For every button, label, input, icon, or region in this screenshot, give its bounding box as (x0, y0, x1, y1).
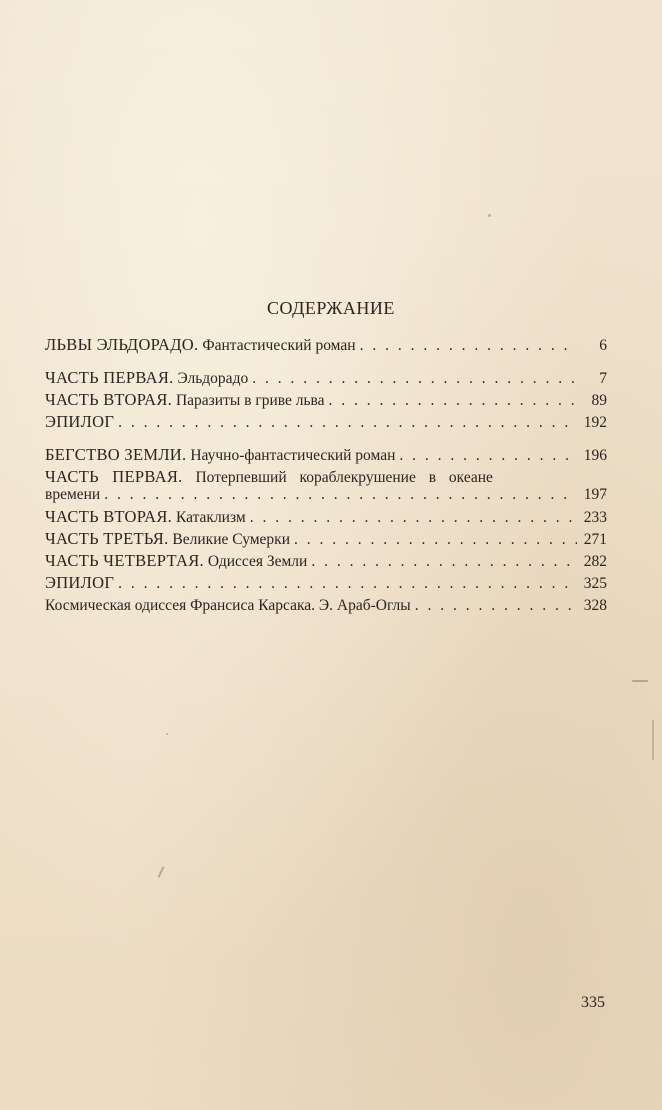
toc-leader-dots (250, 507, 577, 529)
toc-heading: СОДЕРЖАНИЕ (267, 298, 395, 318)
paper-speck (603, 493, 606, 496)
toc-entry-continuation-text: времени (45, 486, 101, 503)
toc-entry-subtitle: Одиссея Земли (203, 553, 308, 570)
toc-entry-caps: БЕГСТВО ЗЕМЛИ. (45, 445, 187, 464)
toc-entry-subtitle: Паразиты в гриве льва (172, 392, 325, 409)
toc-leader-dots (311, 551, 577, 573)
toc-entry-title (45, 594, 415, 617)
toc-entry (45, 334, 607, 356)
paper-speck (166, 733, 168, 735)
toc-entry-title (45, 572, 118, 595)
toc-entry-page: 233 (583, 509, 607, 526)
toc-entry-subtitle: Эльдорадо (173, 370, 249, 387)
toc-section-3 (45, 444, 607, 616)
paper-speck (632, 680, 648, 682)
toc-entry-continuation (45, 484, 607, 506)
toc-entry-caps: ЧАСТЬ ВТОРАЯ. (45, 507, 173, 526)
toc-leader-dots (415, 595, 577, 617)
paper-speck (488, 214, 491, 217)
toc-entry-subtitle: Потерпевший кораблекрушение в океане (182, 469, 493, 486)
toc-entry (45, 572, 607, 594)
toc-section-1 (45, 334, 607, 356)
toc-leader-dots (329, 390, 577, 412)
toc-entry-subtitle: Научно-фантастический роман (186, 447, 396, 464)
toc-entry-page: 282 (583, 553, 607, 570)
toc-leader-dots (294, 529, 577, 551)
toc-leader-dots (118, 412, 577, 434)
toc-entry-subtitle: Катаклизм (172, 509, 246, 526)
toc-entry-caps: ЛЬВЫ ЭЛЬДОРАДО. (45, 335, 199, 354)
toc-leader-dots (399, 445, 577, 467)
toc-entry-caps: ЭПИЛОГ (45, 573, 115, 592)
toc-entry-title (45, 550, 311, 573)
toc-entry-page: 89 (591, 392, 607, 409)
toc-entry (45, 550, 607, 572)
toc-entry-title (45, 506, 250, 529)
toc-leader-dots (252, 368, 577, 390)
toc-entry-page: 271 (583, 531, 607, 548)
toc-entry-page: 197 (583, 486, 607, 503)
toc-entry (45, 367, 607, 389)
toc-entry (45, 444, 607, 466)
toc-entry (45, 389, 607, 411)
toc-entry (45, 528, 607, 550)
toc-entry-caps: ЧАСТЬ ПЕРВАЯ. (45, 368, 174, 387)
toc-entry-page: 328 (583, 597, 607, 614)
toc-entry (45, 506, 607, 528)
toc-entry-page: 192 (583, 414, 607, 431)
toc-entry-page: 325 (583, 575, 607, 592)
toc-entry (45, 594, 607, 616)
toc-entry-title (45, 389, 329, 412)
toc-entry-subtitle: Великие Сумерки (168, 531, 291, 548)
toc-entry-caps: ЧАСТЬ ТРЕТЬЯ. (45, 529, 169, 548)
toc-leader-dots (104, 484, 577, 506)
toc-entry-title (45, 367, 252, 390)
toc-entry-title (45, 411, 118, 434)
toc-leader-dots (360, 335, 577, 357)
toc-entry-page: 7 (599, 370, 607, 387)
toc-entry (45, 411, 607, 433)
toc-entry-title (45, 444, 399, 467)
toc-entry-caps: ЧАСТЬ ЧЕТВЕРТАЯ. (45, 551, 204, 570)
paper-speck (652, 720, 654, 760)
toc-entry-caps: ЭПИЛОГ (45, 412, 115, 431)
toc-section-2 (45, 367, 607, 433)
toc-entry-page: 6 (599, 337, 607, 354)
toc-entry-title (45, 334, 360, 357)
toc-entry-title (45, 528, 294, 551)
toc-entry-caps: ЧАСТЬ ВТОРАЯ. (45, 390, 173, 409)
page-number: 335 (581, 994, 605, 1011)
toc-leader-dots (118, 573, 577, 595)
toc-entry-subtitle: Космическая одиссея Франсиса Карсака. Э. Араб-Оглы (45, 597, 411, 614)
toc-entry-page: 196 (583, 447, 607, 464)
toc-entry-subtitle: Фантастический роман (198, 337, 356, 354)
paper-speck (158, 866, 165, 878)
toc-entry-caps: ЧАСТЬ ПЕРВАЯ. (45, 467, 183, 486)
